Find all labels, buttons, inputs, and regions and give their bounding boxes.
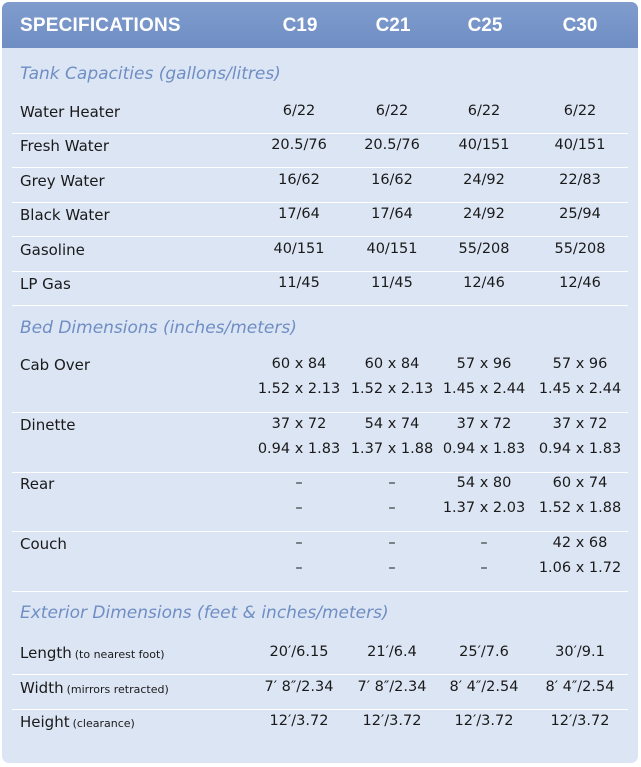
table-row bbox=[2, 412, 638, 472]
row-label-text: Couch bbox=[20, 535, 67, 553]
row-label bbox=[20, 356, 90, 374]
table-cell: 25/94 bbox=[559, 206, 601, 222]
row-label-text: Height bbox=[20, 713, 70, 731]
table-cell: 37 x 72 bbox=[456, 416, 512, 432]
table-cell: 17/64 bbox=[371, 206, 413, 222]
table-cell: 1.52 x 2.13 bbox=[257, 381, 341, 397]
model-header-c21: C21 bbox=[375, 15, 411, 36]
row-label-text: Width bbox=[20, 679, 64, 697]
table-cell: 0.94 x 1.83 bbox=[442, 441, 526, 457]
table-cell: – bbox=[480, 535, 488, 551]
table-cell: – bbox=[388, 500, 396, 516]
table-cell: 60 x 84 bbox=[271, 356, 327, 372]
table-cell: 37 x 72 bbox=[271, 416, 327, 432]
table-row bbox=[2, 133, 638, 167]
table-cell: 1.37 x 1.88 bbox=[350, 441, 434, 457]
row-label bbox=[20, 713, 135, 731]
table-cell: 11/45 bbox=[278, 275, 320, 291]
table-row bbox=[2, 640, 638, 674]
table-cell: 24/92 bbox=[463, 206, 505, 222]
table-cell: 12′/3.72 bbox=[454, 713, 514, 729]
table-row bbox=[2, 271, 638, 305]
table-cell: 20.5/76 bbox=[271, 137, 327, 153]
table-cell: – bbox=[480, 560, 488, 576]
table-cell: 20.5/76 bbox=[364, 137, 420, 153]
table-cell: 1.52 x 1.88 bbox=[538, 500, 622, 516]
table-cell: 40/151 bbox=[458, 137, 510, 153]
table-cell: 1.45 x 2.44 bbox=[538, 381, 622, 397]
table-row bbox=[2, 531, 638, 591]
table-cell: 6/22 bbox=[375, 103, 409, 119]
table-cell: 57 x 96 bbox=[456, 356, 512, 372]
row-label-text: Water Heater bbox=[20, 103, 121, 121]
row-label bbox=[20, 416, 75, 434]
table-cell: – bbox=[295, 500, 303, 516]
table-cell: 1.37 x 2.03 bbox=[442, 500, 526, 516]
table-cell: 16/62 bbox=[371, 172, 413, 188]
table-cell: – bbox=[295, 535, 303, 551]
row-label-text: Fresh Water bbox=[20, 137, 110, 155]
table-row bbox=[2, 471, 638, 531]
row-label-text: Length bbox=[20, 644, 72, 662]
row-label bbox=[20, 475, 54, 493]
table-cell: 55/208 bbox=[554, 241, 606, 257]
table-cell: 54 x 80 bbox=[456, 475, 512, 491]
table-cell: – bbox=[388, 475, 396, 491]
table-row bbox=[2, 709, 638, 743]
table-cell: 12/46 bbox=[463, 275, 505, 291]
table-cell: 6/22 bbox=[282, 103, 316, 119]
table-cell: 7′ 8″/2.34 bbox=[264, 679, 334, 695]
section-title: Bed Dimensions (inches/meters) bbox=[20, 318, 297, 338]
table-cell: 0.94 x 1.83 bbox=[257, 441, 341, 457]
table-cell: – bbox=[388, 560, 396, 576]
model-header-c25: C25 bbox=[467, 15, 503, 36]
table-cell: 0.94 x 1.83 bbox=[538, 441, 622, 457]
table-cell: 12′/3.72 bbox=[362, 713, 422, 729]
model-header-c19: C19 bbox=[282, 15, 318, 36]
row-label bbox=[20, 137, 109, 155]
table-cell: – bbox=[295, 475, 303, 491]
row-label-note: (mirrors retracted) bbox=[66, 683, 169, 696]
table-cell: 57 x 96 bbox=[552, 356, 608, 372]
row-label bbox=[20, 103, 120, 121]
table-cell: 30′/9.1 bbox=[555, 644, 605, 660]
row-label bbox=[20, 679, 169, 697]
table-cell: – bbox=[388, 535, 396, 551]
row-label-text: LP Gas bbox=[20, 275, 71, 293]
table-cell: 6/22 bbox=[563, 103, 597, 119]
table-cell: 21′/6.4 bbox=[367, 644, 417, 660]
table-cell: 12′/3.72 bbox=[550, 713, 610, 729]
table-cell: 37 x 72 bbox=[552, 416, 608, 432]
row-label-text: Rear bbox=[20, 475, 55, 493]
row-label bbox=[20, 172, 105, 190]
table-cell: 40/151 bbox=[366, 241, 418, 257]
row-label bbox=[20, 644, 165, 662]
table-cell: 40/151 bbox=[554, 137, 606, 153]
table-cell: 17/64 bbox=[278, 206, 320, 222]
table-cell: 60 x 84 bbox=[364, 356, 420, 372]
table-cell: 20′/6.15 bbox=[269, 644, 329, 660]
row-label-text: Black Water bbox=[20, 206, 110, 224]
model-header-c30: C30 bbox=[562, 15, 598, 36]
row-label-note: (to nearest foot) bbox=[74, 648, 165, 661]
section-title: Exterior Dimensions (feet & inches/meters) bbox=[20, 603, 389, 623]
table-cell: 60 x 74 bbox=[552, 475, 608, 491]
table-cell: 42 x 68 bbox=[552, 535, 608, 551]
row-label-text: Gasoline bbox=[20, 241, 85, 259]
table-cell: 54 x 74 bbox=[364, 416, 420, 432]
table-row bbox=[2, 168, 638, 202]
row-label bbox=[20, 241, 85, 259]
section-title: Tank Capacities (gallons/litres) bbox=[20, 64, 281, 84]
table-cell: 25′/7.6 bbox=[459, 644, 509, 660]
table-cell: 8′ 4″/2.54 bbox=[449, 679, 519, 695]
table-cell: 16/62 bbox=[278, 172, 320, 188]
table-cell: 1.52 x 2.13 bbox=[350, 381, 434, 397]
table-row bbox=[2, 202, 638, 236]
row-label-text: Grey Water bbox=[20, 172, 105, 190]
row-label-text: Cab Over bbox=[20, 356, 91, 374]
row-label bbox=[20, 535, 67, 553]
table-cell: 22/83 bbox=[559, 172, 601, 188]
section-divider bbox=[12, 591, 628, 592]
row-label-text: Dinette bbox=[20, 416, 76, 434]
table-cell: 12/46 bbox=[559, 275, 601, 291]
table-header bbox=[2, 2, 638, 48]
table-cell: 1.45 x 2.44 bbox=[442, 381, 526, 397]
table-cell: 55/208 bbox=[458, 241, 510, 257]
table-row bbox=[2, 237, 638, 271]
table-row bbox=[2, 99, 638, 133]
specifications-table bbox=[2, 2, 638, 763]
table-cell: 24/92 bbox=[463, 172, 505, 188]
table-row bbox=[2, 675, 638, 709]
table-cell: 1.06 x 1.72 bbox=[538, 560, 622, 576]
row-label-note: (clearance) bbox=[72, 717, 135, 730]
table-cell: 12′/3.72 bbox=[269, 713, 329, 729]
table-cell: 11/45 bbox=[371, 275, 413, 291]
table-row bbox=[2, 352, 638, 412]
table-cell: – bbox=[295, 560, 303, 576]
table-cell: 8′ 4″/2.54 bbox=[545, 679, 615, 695]
table-cell: 40/151 bbox=[273, 241, 325, 257]
header-title: SPECIFICATIONS bbox=[20, 15, 181, 36]
table-cell: 7′ 8″/2.34 bbox=[357, 679, 427, 695]
section-divider bbox=[12, 305, 628, 306]
row-label bbox=[20, 206, 110, 224]
table-cell: 6/22 bbox=[467, 103, 501, 119]
row-label bbox=[20, 275, 71, 293]
